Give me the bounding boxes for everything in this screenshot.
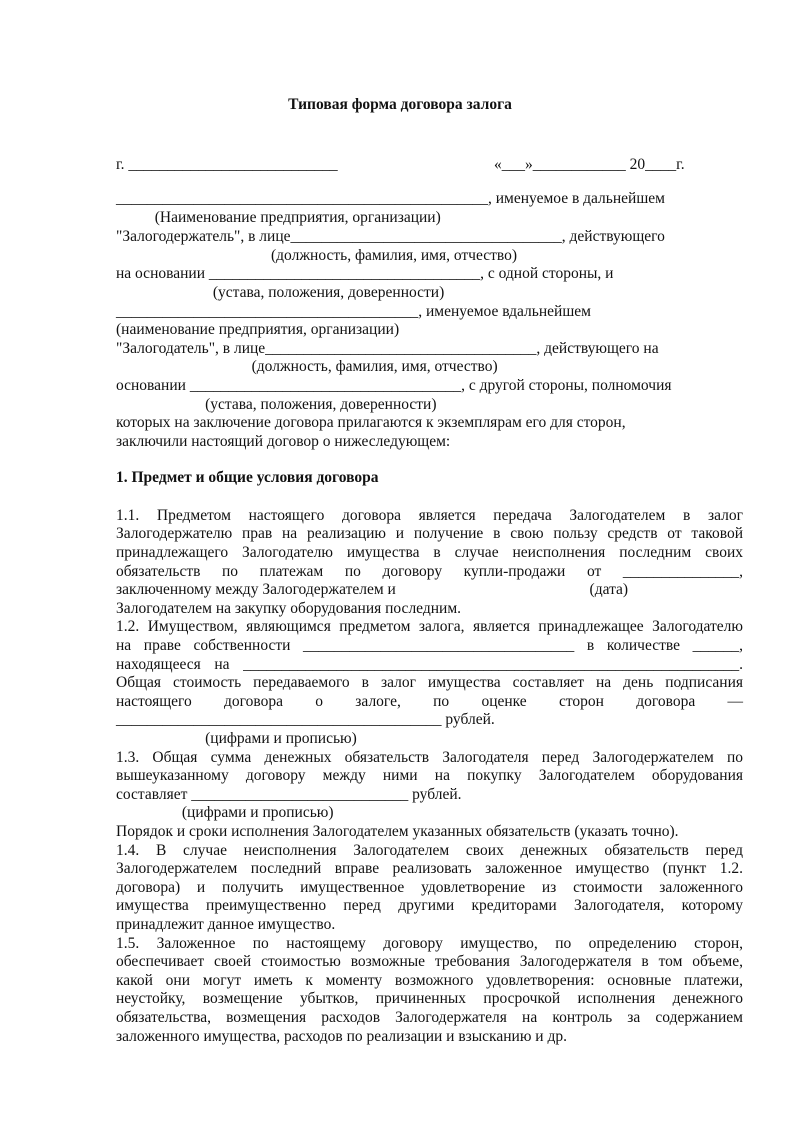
- text-line: Залогодержателем последний вправе реализовать заложенное имущество (пункт 1.2.: [116, 860, 743, 877]
- text-line: 1.2. Имуществом, являющимся предметом залога, является принадлежащее Залогодателю: [116, 618, 743, 635]
- text-line: 1.5. Заложенное по настоящему договору имущество, по определению сторон,: [116, 935, 743, 952]
- text-line: (должность, фамилия, имя, отчество): [116, 358, 498, 375]
- text-line: (цифрами и прописью): [116, 730, 357, 747]
- text-line: 1.1. Предметом настоящего договора является передача Залогодателем в залог: [116, 507, 743, 524]
- text-line: находящееся на ________________________________________________________________.: [116, 656, 743, 673]
- text-line: Порядок и сроки исполнения Залогодателем указанных обязательств (указать точно).: [116, 823, 679, 840]
- text-line: ________________________________________________, именуемое в дальнейшем: [116, 190, 665, 207]
- text-line: Общая стоимость передаваемого в залог имущества составляет на день подписания: [116, 674, 743, 691]
- text-line: принадлежит данное имущество.: [116, 916, 336, 933]
- text-line: (должность, фамилия, имя, отчество): [116, 247, 518, 264]
- text-line: (устава, положения, доверенности): [116, 284, 445, 301]
- date-field: «___»____________ 20____г.: [494, 156, 685, 173]
- text-line: __________________________________________ рублей.: [116, 711, 495, 728]
- document-title: Типовая форма договора залога: [288, 96, 512, 113]
- text-line: которых на заключение договора прилагаются к экземплярам его для сторон,: [116, 414, 626, 431]
- text-line: Залогодателем на закупку оборудования последним.: [116, 600, 462, 617]
- text-line: "Залогодержатель", в лице___________________________________, действующего: [116, 228, 665, 245]
- text-line: 1.4. В случае неисполнения Залогодателем своих денежных обязательств перед: [116, 842, 743, 859]
- text-line: на основании ___________________________________, с одной стороны, и: [116, 265, 614, 282]
- text-line: г. ___________________________: [116, 156, 338, 173]
- text-line: заложенного имущества, расходов по реализации и взысканию и др.: [116, 1028, 567, 1045]
- text-line: "Залогодатель", в лице___________________________________, действующего на: [116, 340, 659, 357]
- text-line: заключенному между Залогодержателем и (дата): [116, 581, 629, 598]
- text-line: на праве собственности ___________________________________ в количестве ______,: [116, 637, 743, 654]
- text-line: (наименование предприятия, организации): [116, 321, 400, 338]
- text-line: заключили настоящий договор о нижеследующем:: [116, 433, 451, 450]
- text-line: настоящего договора о залоге, по оценке сторон договора —: [116, 693, 743, 710]
- text-line: вышеуказанному договору между ними на покупку Залогодателем оборудования: [116, 767, 743, 784]
- text-line: обязательства, возмещения расходов Залогодержателя на контроль за содержанием: [116, 1009, 743, 1026]
- text-line: договора) и получить имущественное удовлетворение из стоимости заложенного: [116, 879, 743, 896]
- text-line: _______________________________________, именуемое вдальнейшем: [116, 303, 591, 320]
- text-line: какой они могут иметь к моменту возможного удовлетворения: основные платежи,: [116, 972, 743, 989]
- text-line: Залогодержателю прав на реализацию и получение в свою пользу средств от таковой: [116, 525, 743, 542]
- text-line: обязательств по платежам по договору купли-продажи от _______________,: [116, 563, 743, 580]
- text-line: (цифрами и прописью): [116, 804, 334, 821]
- text-line: принадлежащего Залогодателю имущества в случае неисполнения последним своих: [116, 544, 743, 561]
- text-line: основании ___________________________________, с другой стороны, полномочия: [116, 377, 672, 394]
- text-line: имущества преимущественно перед другими кредиторами Залогодателя, которому: [116, 897, 743, 914]
- text-line: 1.3. Общая сумма денежных обязательств Залогодателя перед Залогодержателем по: [116, 749, 743, 766]
- text-line: обеспечивает своей стоимостью возможные требования Залогодержателя в том объеме,: [116, 953, 743, 970]
- text-line: (устава, положения, доверенности): [116, 396, 437, 413]
- section-heading: 1. Предмет и общие условия договора: [116, 469, 379, 486]
- text-line: неустойку, возмещение убытков, причиненных просрочкой исполнения денежного: [116, 990, 743, 1007]
- text-line: составляет ____________________________ рублей.: [116, 786, 462, 803]
- text-line: (Наименование предприятия, организации): [116, 209, 441, 226]
